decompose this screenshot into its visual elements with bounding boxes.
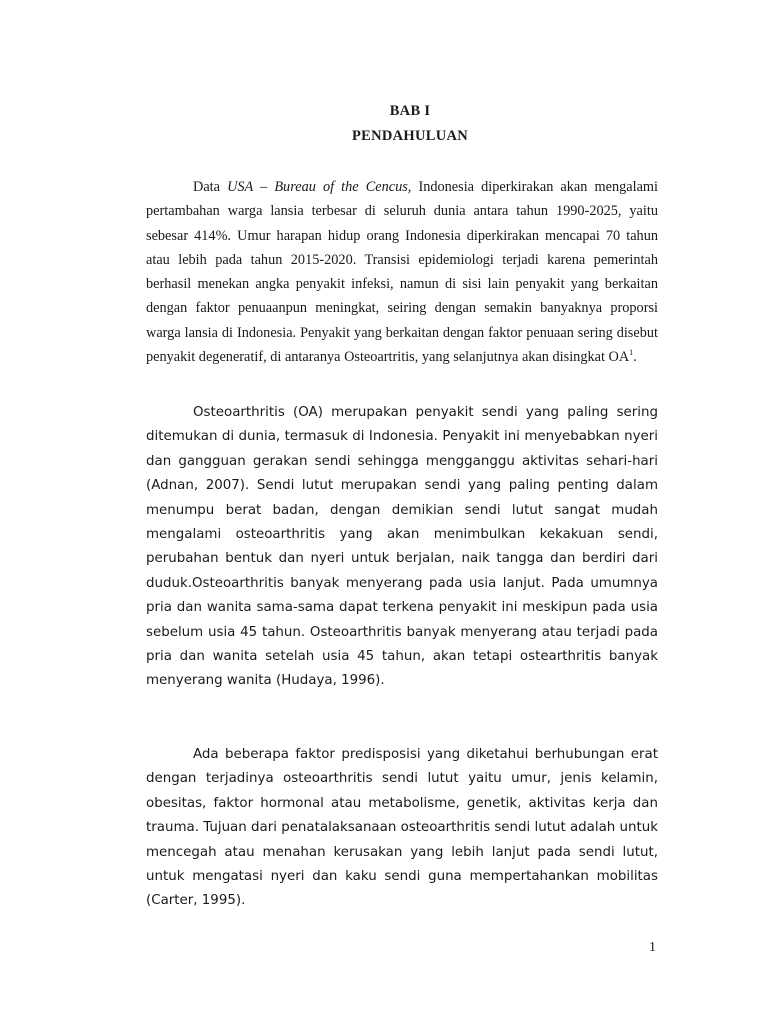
- chapter-label: BAB I: [389, 103, 431, 119]
- paragraph-3: Ada beberapa faktor predisposisi yang diketahui berhubungan erat dengan terjadinya osteoarthritis sendi lutut yaitu umur, jenis kelamin, obesitas, faktor hormonal atau metabolisme, genetik, aktivitas kerja dan trauma. Tujuan dari penatalaksanaan osteoarthritis sendi lutut adalah untuk mencegah atau menahan kerusakan yang lebih lanjut pada sendi lutut, untuk mengatasi nyeri dan kaku sendi guna mempertahankan mobilitas (Carter, 1995).: [146, 747, 658, 909]
- paragraph-1-end: .: [633, 349, 637, 366]
- paragraph-2: Osteoarthritis (OA) merupakan penyakit sendi yang paling sering ditemukan di dunia, termasuk di Indonesia. Penyakit ini menyebabkan nyeri dan gangguan gerakan sendi sehingga mengganggu aktivitas sehari-hari (Adnan, 2007). Sendi lutut merupakan sendi yang paling penting dalam menumpu berat badan, dengan demikian sendi lutut sangat mudah mengalami osteoarthritis yang akan menimbulkan kekakuan sendi, perubahan bentuk dan nyeri untuk berjalan, naik tangga dan berdiri dari duduk.Osteoarthritis banyak menyerang pada usia lanjut. Pada umumnya pria dan wanita sama-sama dapat terkena penyakit ini meskipun pada usia sebelum usia 45 tahun. Osteoarthritis banyak menyerang atau terjadi pada pria dan wanita setelah usia 45 tahun, akan tetapi ostearthritis banyak menyerang wanita (Hudaya, 1996).: [146, 405, 658, 689]
- paragraph-1-lead: Data: [193, 179, 228, 195]
- paragraph-1-body: Indonesia diperkirakan akan mengalami pertambahan warga lansia terbesar di seluruh dunia antara tahun 1990-2025, yaitu sebesar 414%. Umur harapan hidup orang Indonesia diperkirakan mencapai 70 tahun atau lebih pada tahun 2015-2020. Transisi epidemiologi terjadi karena pemerintah berhasil menekan angka penyakit infeksi, namun di sisi lain penyakit yang berkaitan dengan faktor penuaanpun meningkat, seiring dengan semakin banyaknya proporsi warga lansia di Indonesia. Penyakit yang berkaitan dengan faktor penuaan sering disebut penyakit degeneratif, di antaranya Osteoartritis, yang selanjutnya akan disingkat OA: [146, 179, 659, 366]
- source-citation-italic: USA – Bureau of the Cencus,: [227, 179, 412, 195]
- page-number: 1: [649, 940, 656, 955]
- chapter-title: PENDAHULUAN: [351, 128, 469, 144]
- footnote-reference: 1: [629, 348, 634, 358]
- paragraph-1: [146, 175, 658, 369]
